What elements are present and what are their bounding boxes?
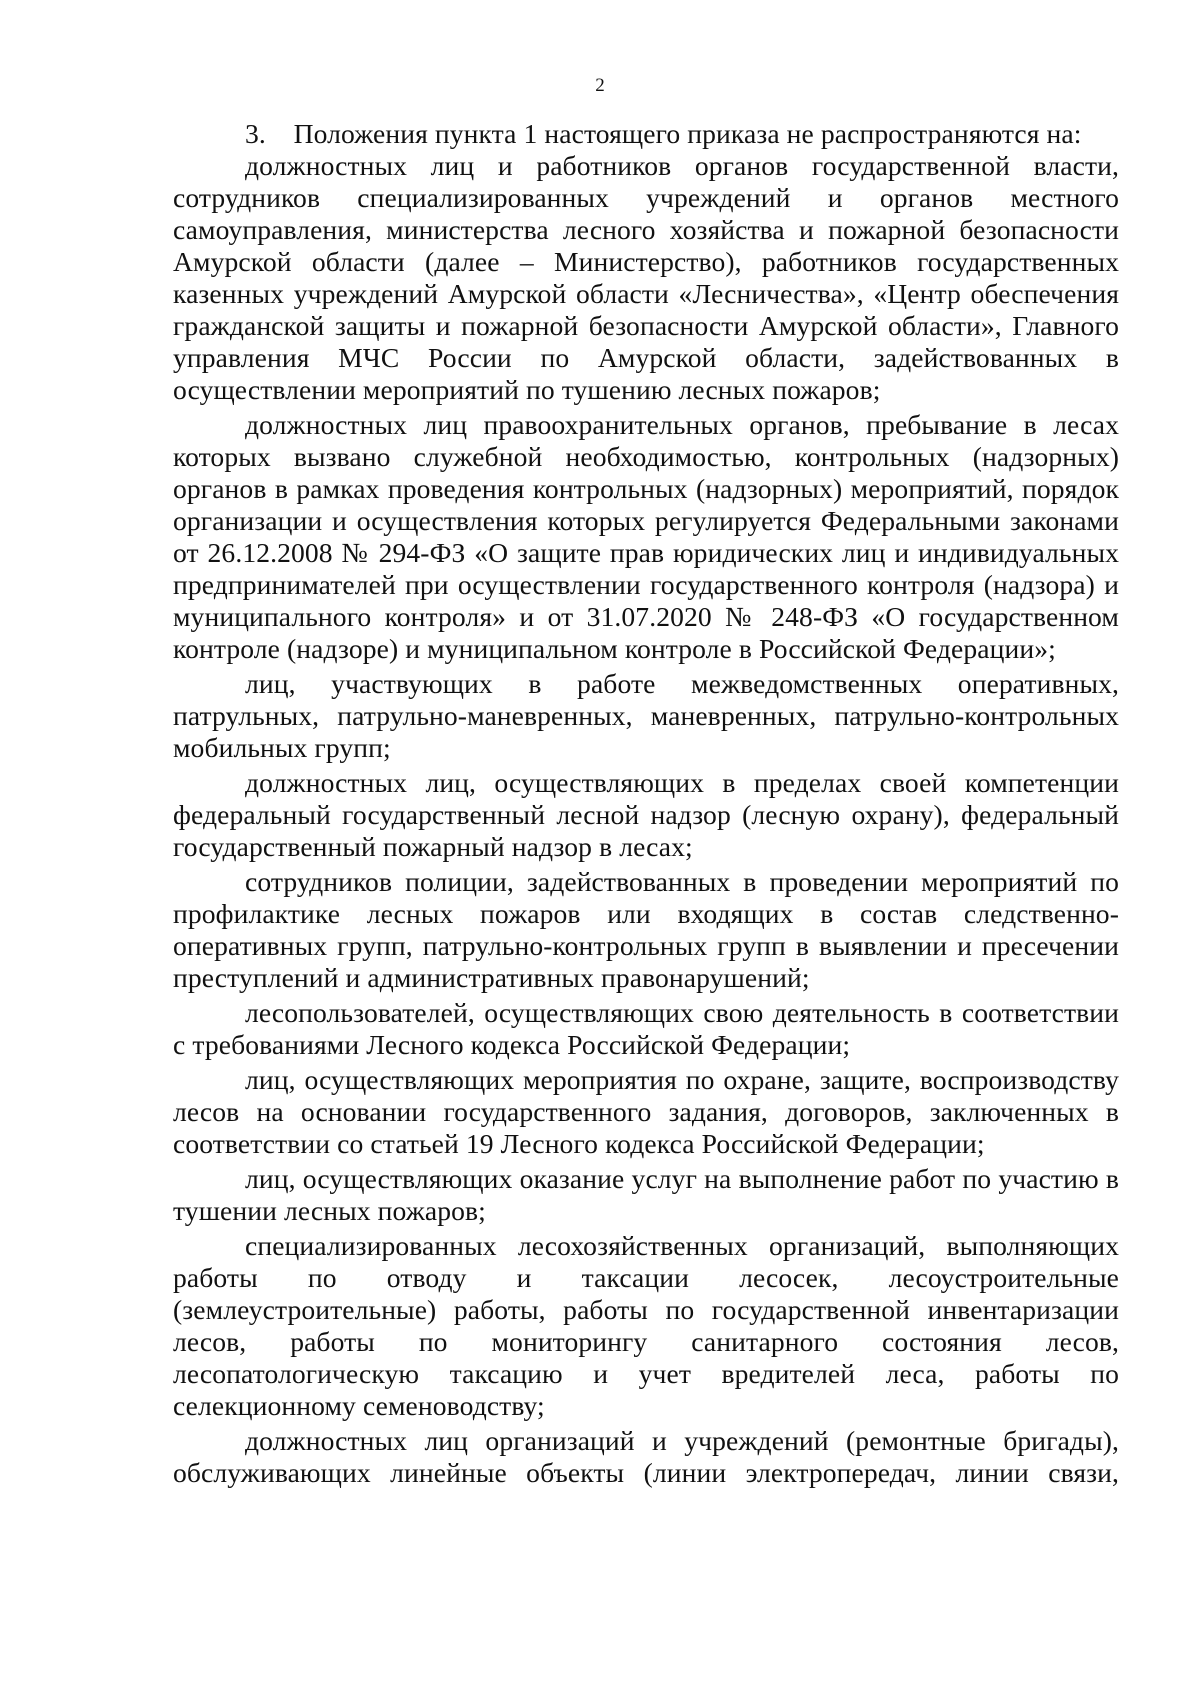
paragraph-police: сотрудников полиции, задействованных в проведении мероприятий по профилактике лесных пожаров или входящих в состав следственно-оперативных групп, патрульно-контрольных групп в выявлении и пресечении преступлений и административных правонарушений; [173,866,1119,993]
paragraph-linear-objects: должностных лиц организаций и учреждений (ремонтные бригады), обслуживающих линейные объекты (линии электропередач, линии связи, [173,1425,1119,1488]
document-body [173,118,1119,1489]
page-number: 2 [595,75,605,96]
paragraph-forest-supervision: должностных лиц, осуществляющих в пределах своей компетенции федеральный государственный лесной надзор (лесную охрану), федеральный государственный пожарный надзор в лесах; [173,767,1119,862]
paragraph-forest-users: лесопользователей, осуществляющих свою деятельность в соответствии с требованиями Лесного кодекса Российской Федерации; [173,997,1119,1060]
paragraph-law-enforcement: должностных лиц правоохранительных органов, пребывание в лесах которых вызвано служебной необходимостью, контрольных (надзорных) органов в рамках проведения контрольных (надзорных) мероприятий, порядок организации и осуществления которых регулируется Федеральными законами от 26.12.2008 № 294-ФЗ «О защите прав юридических лиц и индивидуальных предпринимателей при осуществлении государственного контроля (надзора) и муниципального контроля» и от 31.07.2020 № 248-ФЗ «О государственном контроле (надзоре) и муниципальном контроле в Российской Федерации»; [173,409,1119,664]
paragraph-mobile-groups: лиц, участвующих в работе межведомственных оперативных, патрульных, патрульно-маневренных, маневренных, патрульно-контрольных мобильных групп; [173,668,1119,763]
paragraph-firefighting-services: лиц, осуществляющих оказание услуг на выполнение работ по участию в тушении лесных пожаров; [173,1163,1119,1226]
paragraph-forest-protection: лиц, осуществляющих мероприятия по охране, защите, воспроизводству лесов на основании государственного задания, договоров, заключенных в соответствии со статьей 19 Лесного кодекса Российской Федерации; [173,1064,1119,1159]
paragraph-officials-and-workers: должностных лиц и работников органов государственной власти, сотрудников специализированных учреждений и органов местного самоуправления, министерства лесного хозяйства и пожарной безопасности Амурской области (далее – Министерство), работников государственных казенных учреждений Амурской области «Лесничества», «Центр обеспечения гражданской защиты и пожарной безопасности Амурской области», Главного управления МЧС России по Амурской области, задействованных в осуществлении мероприятий по тушению лесных пожаров; [173,150,1119,405]
paragraph-forestry-organizations: специализированных лесохозяйственных организаций, выполняющих работы по отводу и таксации лесосек, лесоустроительные (землеустроительные) работы, работы по государственной инвентаризации лесов, работы по мониторингу санитарного состояния лесов, лесопатологическую таксацию и учет вредителей леса, работы по селекционному семеноводству; [173,1230,1119,1421]
paragraph-item-3: 3. Положения пункта 1 настоящего приказа не распространяются на: [245,118,1082,149]
